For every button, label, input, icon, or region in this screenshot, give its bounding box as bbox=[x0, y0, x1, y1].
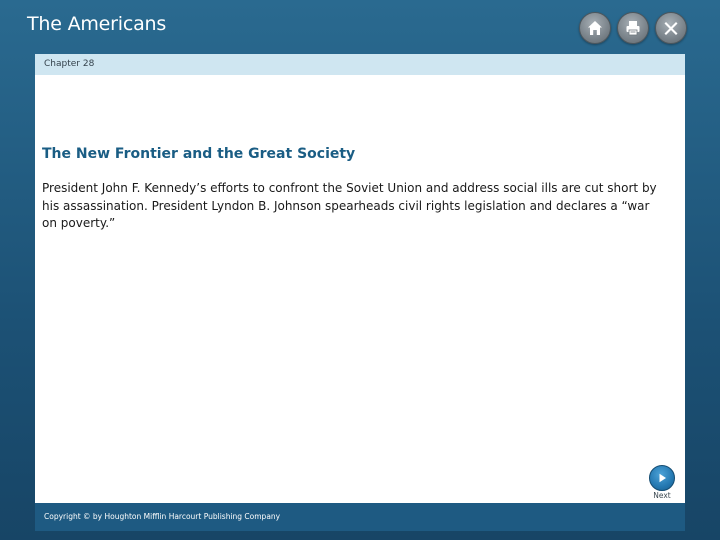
toolbar bbox=[579, 12, 687, 44]
footer-bar bbox=[35, 503, 685, 531]
body-paragraph: President John F. Kennedy’s efforts to confront the Soviet Union and address social ills are cut short by his assassination. President Lyndon B. Johnson spearheads civil rights legislation and declares a “war on poverty.” bbox=[42, 181, 657, 230]
copyright-text: Copyright © by Houghton Mifflin Harcourt Publishing Company bbox=[44, 512, 281, 521]
next-button[interactable] bbox=[649, 465, 675, 491]
app-title: The Americans bbox=[27, 13, 167, 35]
play-arrow-icon bbox=[656, 469, 668, 488]
section-title: The New Frontier and the Great Society bbox=[42, 146, 356, 162]
home-button[interactable] bbox=[579, 12, 611, 44]
close-button[interactable] bbox=[655, 12, 687, 44]
next-label: Next bbox=[653, 491, 671, 500]
print-button[interactable] bbox=[617, 12, 649, 44]
print-icon bbox=[624, 19, 642, 37]
chapter-label: Chapter 28 bbox=[44, 59, 95, 69]
chapter-bar bbox=[35, 54, 685, 75]
slide-content bbox=[35, 54, 685, 531]
home-icon bbox=[586, 19, 604, 37]
close-icon bbox=[662, 19, 680, 37]
